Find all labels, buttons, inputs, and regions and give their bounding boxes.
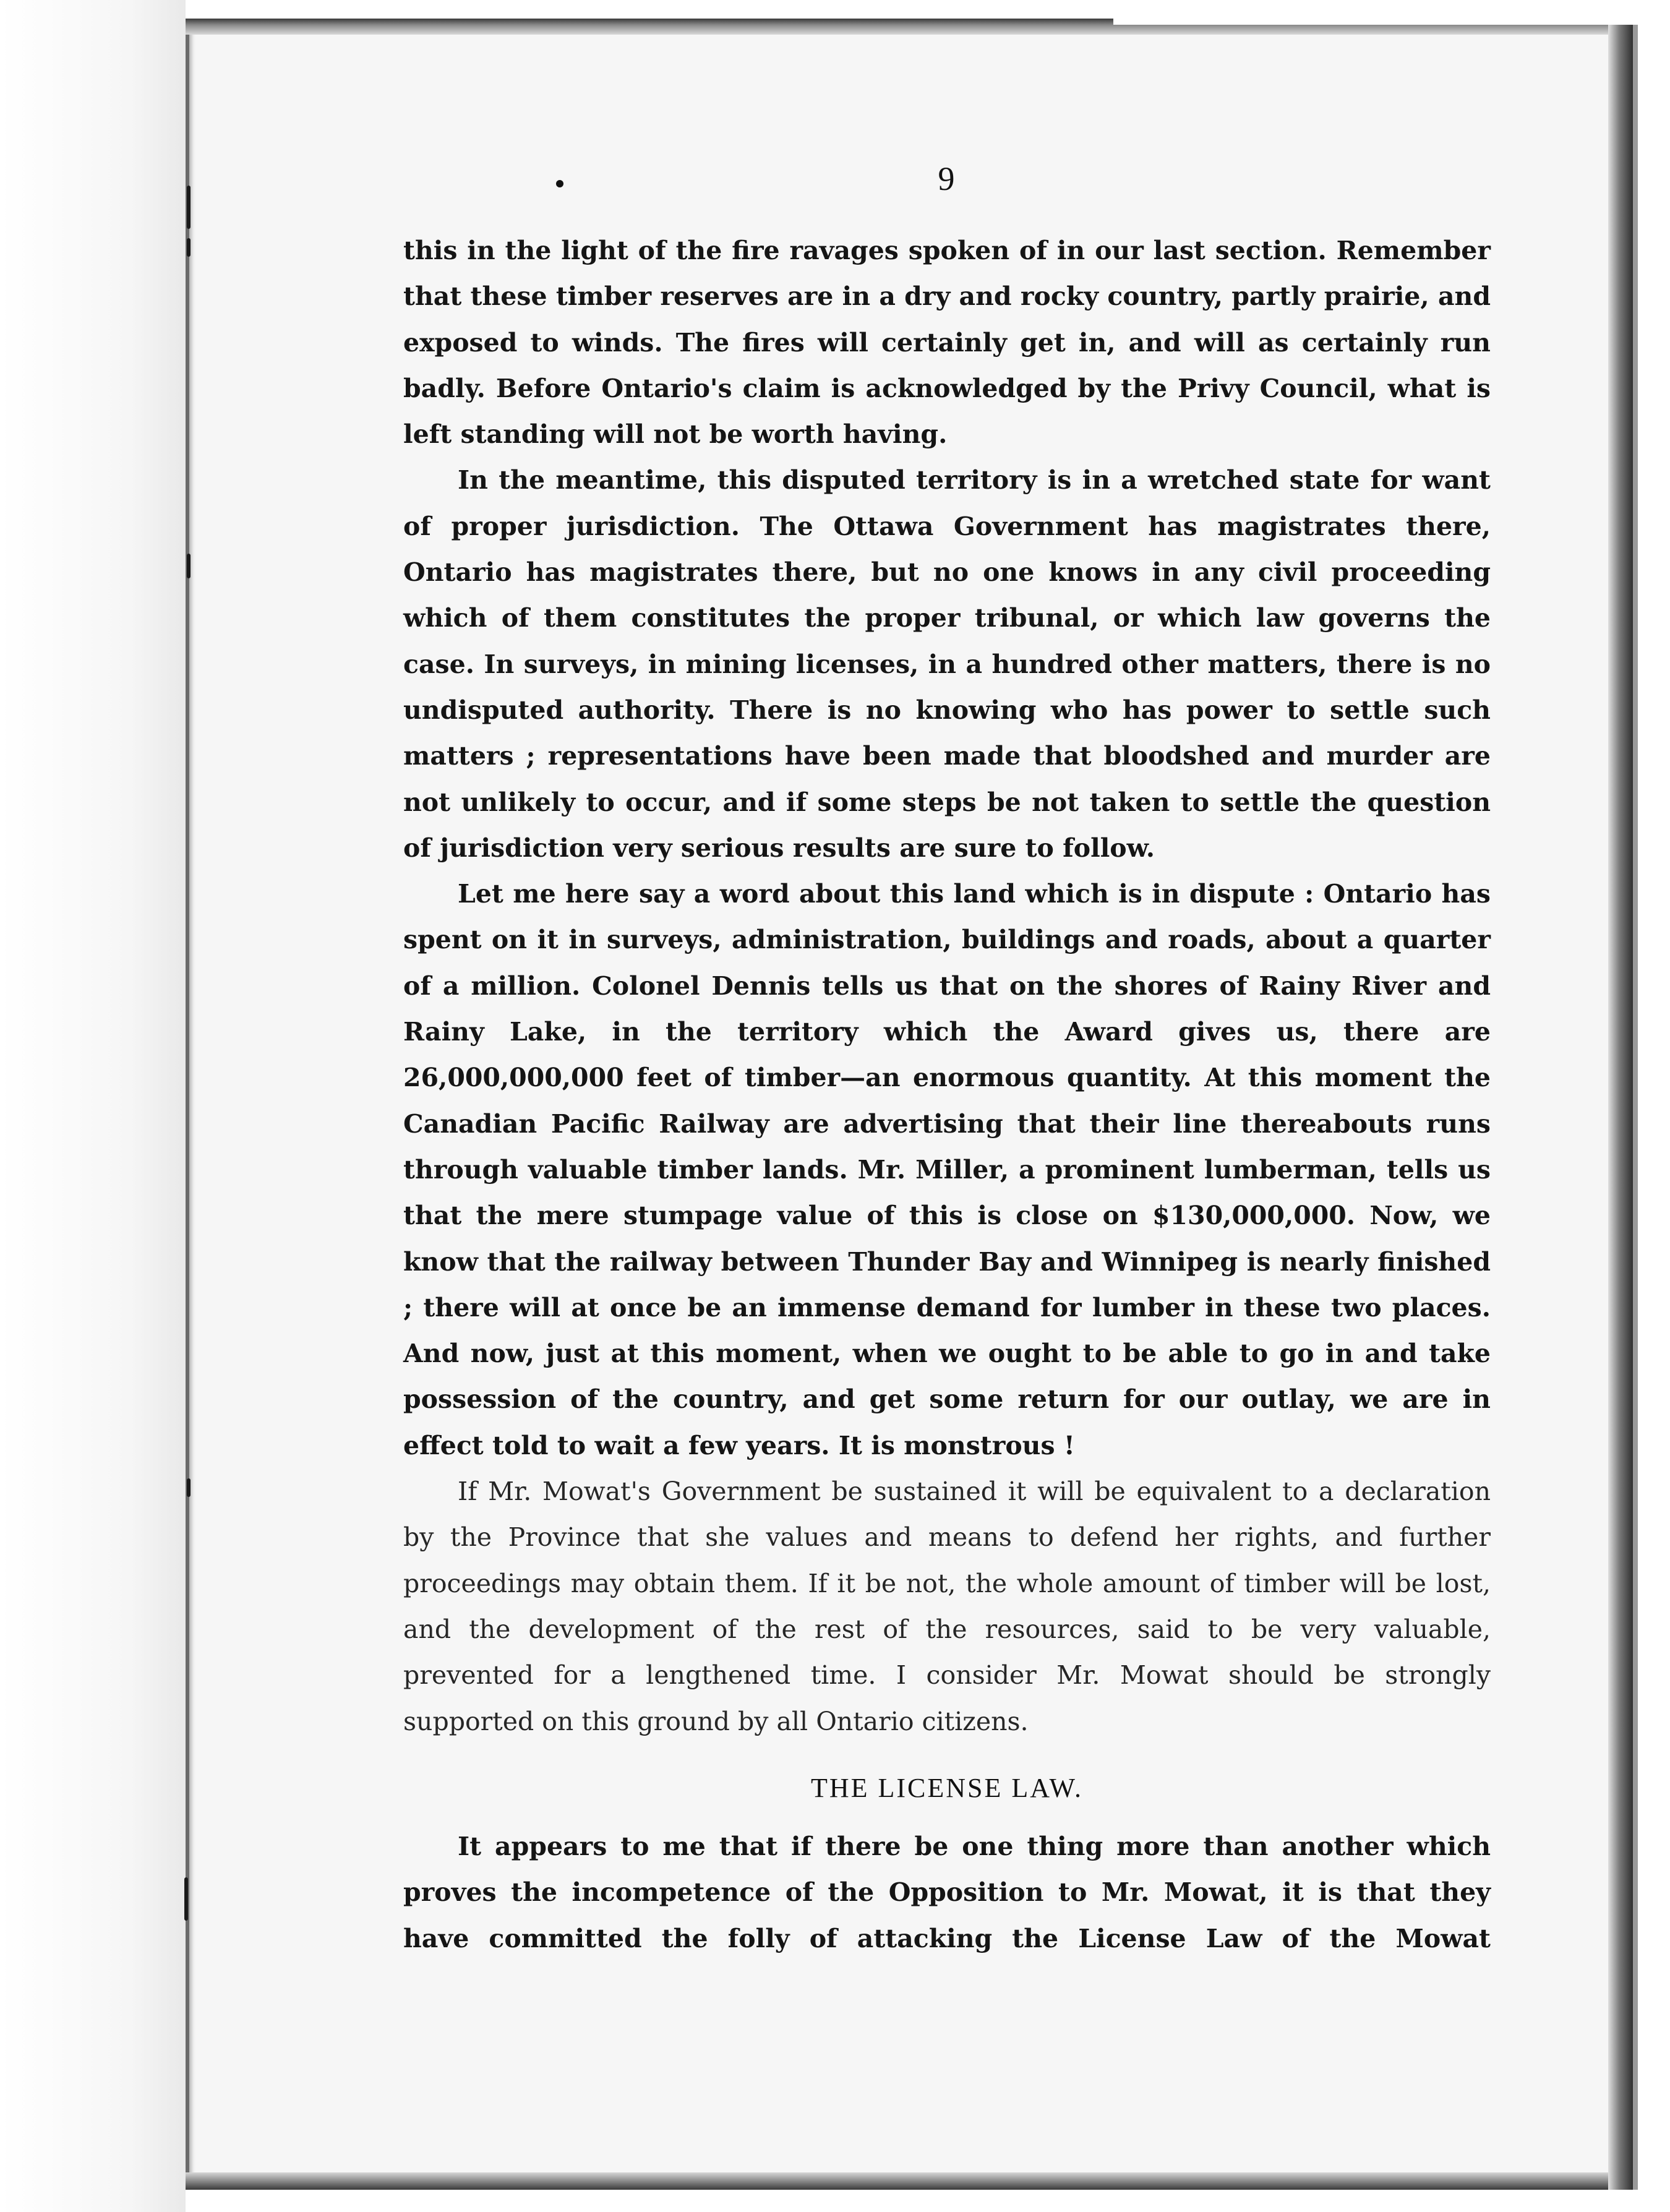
left-margin <box>0 0 186 2212</box>
section-heading: THE LICENSE LAW. <box>810 1772 1084 1803</box>
page-mark-dot <box>556 180 563 187</box>
paragraph-4: If Mr. Mowat's Government be sustained it will be equivalent to a declaration by the Province that she values and means to defend her rights, and further proceedings may obtain them. If it be not, the whole amount of timber will be lost, and the development of the rest of the resources, said to be very valuable, prevented for a lengthened time. I consider Mr. Mowat should be strongly supported on this ground by all Ontario citizens. <box>403 1477 1491 1736</box>
paragraph-1: this in the light of the fire ravages spoken of in our last section. Remember that these timber reserves are in a dry and rocky country, partly prairie, and exposed to winds. The fires will certainly get in, and will as certainly run badly. Before Ontario's claim is acknowledged by the Privy Council, what is left standing will not be worth having. <box>403 236 1491 450</box>
binding-mark <box>187 1478 191 1497</box>
page-top-edge-gap <box>1113 0 1670 25</box>
paragraph-3: Let me here say a word about this land which is in dispute : Ontario has spent on it in surveys, administration, buildings and roads, about a quarter of a million. Colonel Dennis tells us that on the shores of Rainy River and Rainy Lake, in the territory which the Award gives us, there are 26,000,000,000 feet of timber—an enormous quantity. At this moment the Canadian Pacific Railway are advertising that their line thereabouts runs through valuable timber lands. Mr. Miller, a prominent lumberman, tells us that the mere stumpage value of this is close on $130,000,000. Now, we know that the railway between Thunder Bay and Winnipeg is nearly finished ; there will at once be an immense demand for lumber in these two places. And now, just at this moment, when we ought to be able to go in and take possession of the country, and get some return for our outlay, we are in effect told to wait a few years. It is monstrous ! <box>403 879 1491 1460</box>
binding-mark <box>187 554 191 578</box>
body-text <box>403 228 1491 1961</box>
binding-mark <box>187 186 191 229</box>
section-paragraph: It appears to me that if there be one thing more than another which proves the incompetence of the Opposition to Mr. Mowat, it is that they have committed the folly of attacking the License Law of the Mowat <box>403 1832 1491 1953</box>
page-right-edge <box>1608 25 1633 2190</box>
paragraph-2: In the meantime, this disputed territory is in a wretched state for want of proper jurisdiction. The Ottawa Government has magistrates there, Ontario has magistrates there, but no one knows in any civil proceeding which of them constitutes the proper tribunal, or which law governs the case. In surveys, in mining licenses, in a hundred other matters, there is no undisputed authority. There is no knowing who has power to settle such matters ; representations have been made that bloodshed and murder are not unlikely to occur, and if some steps be not taken to settle the question of jurisdiction very serious results are sure to follow. <box>403 465 1491 863</box>
page-number: 9 <box>938 160 955 197</box>
page-right-edge-line <box>1633 25 1638 2190</box>
binding-mark <box>184 1877 188 1921</box>
binding-mark <box>187 238 191 257</box>
page-bottom-edge <box>186 2172 1621 2190</box>
